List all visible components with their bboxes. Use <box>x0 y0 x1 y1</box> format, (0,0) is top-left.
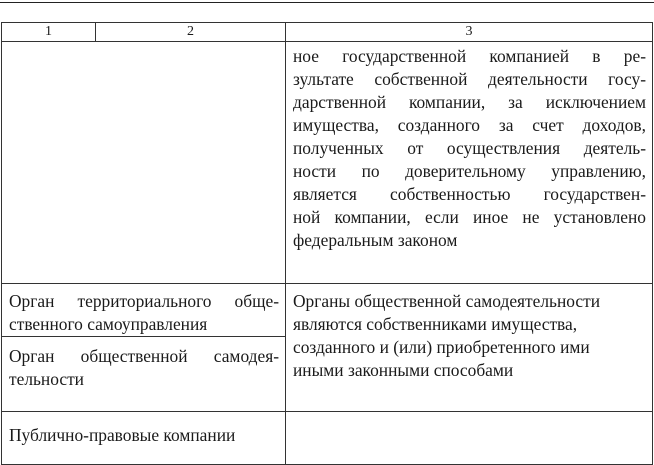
column-number-2: 2 <box>96 23 286 42</box>
self-activity-subject-cell <box>2 337 286 412</box>
territorial-subject-cell <box>2 284 286 337</box>
text-line: являются собственниками имущества, <box>293 314 578 334</box>
text-line: ной компании, если иное не установлено <box>293 207 646 227</box>
text-line: ное государственной компанией в ре- <box>293 46 646 66</box>
table-row-territorial <box>2 284 653 337</box>
subject-line: Орган общественной самодея- <box>9 346 279 366</box>
subject-line: Публично-правовые компании <box>9 425 236 445</box>
text-line: является собственностью государствен- <box>293 184 646 204</box>
text-line: Органы общественной самодеятельности <box>293 291 601 311</box>
text-line: полученных от осуществления деятель- <box>293 138 646 158</box>
column-number-row <box>2 23 653 42</box>
column-number-3: 3 <box>286 23 653 42</box>
shared-text-cell <box>286 284 653 412</box>
column-number-1: 1 <box>2 23 96 42</box>
text-line: федеральным законом <box>293 230 458 250</box>
table-row-continuation <box>2 42 653 284</box>
text-line: зультате собственной деятельности госу- <box>293 69 646 89</box>
subject-line: ственного самоуправления <box>9 314 208 334</box>
subject-line: Орган территориального обще- <box>9 291 279 311</box>
top-rule <box>0 2 654 3</box>
empty-subject-cell <box>2 42 286 284</box>
text-line: иными законными способами <box>293 360 514 380</box>
table-row-public-law <box>2 412 653 465</box>
text-line: имущества, созданного за счет доходов, <box>293 115 646 135</box>
continuation-text-cell <box>286 42 653 284</box>
ownership-table <box>1 22 653 465</box>
text-line: дарственной компании, за исключением <box>293 92 646 112</box>
public-law-text-cell <box>286 412 653 465</box>
text-line: ности по доверительному управлению, <box>293 161 646 181</box>
subject-line: тельности <box>9 369 84 389</box>
public-law-subject-cell <box>2 412 286 465</box>
text-line: созданного и (или) приобретенного ими <box>293 337 590 357</box>
